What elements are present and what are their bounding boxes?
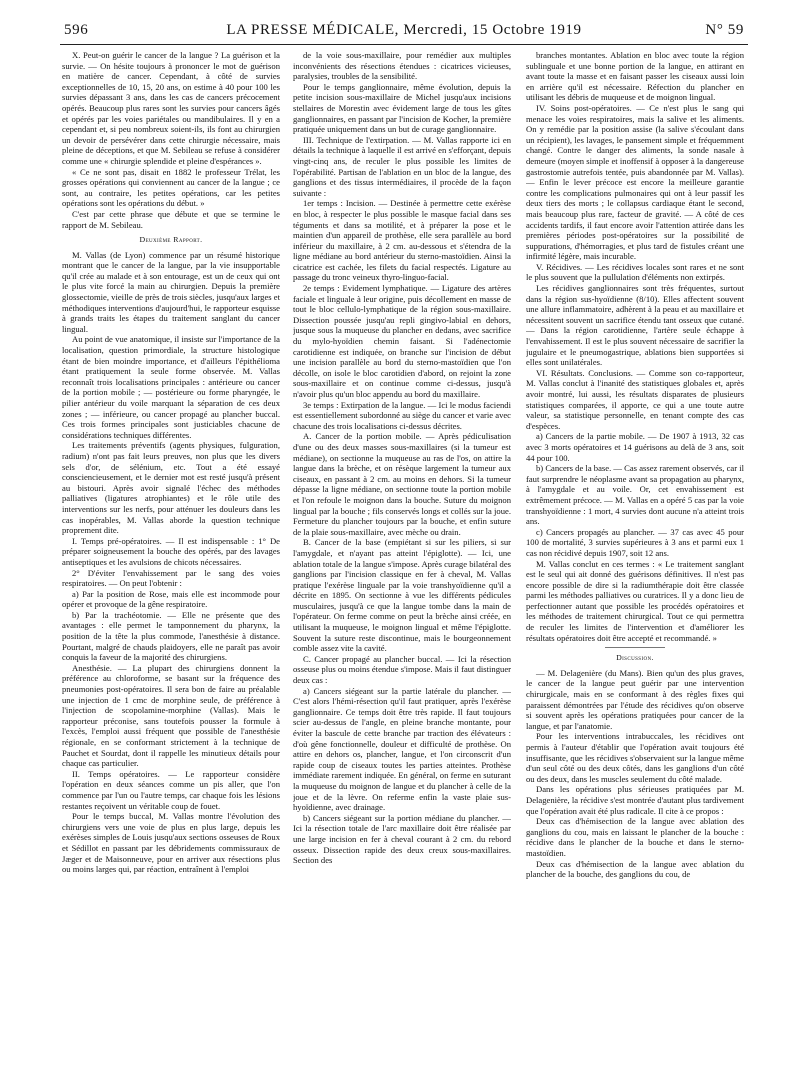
paragraph: a) Cancers de la partie mobile. — De 1907 à 1913, 32 cas avec 3 morts opératoires et 14 guérisons au delà de 3 ans, soit 44 pour 100. [526,431,744,463]
paragraph: B. Cancer de la base (empiétant si sur les piliers, si sur l'amygdale, et n'ayant pas atteint l'épiglotte). — Ici, une ablation totale de la langue s'impose. Après curage bilatéral des ganglions par l'incision classique en fer à cheval, M. Vallas pratique l'exérèse linguale par la voie transhyoïdienne qu'il a décrite en 1895. On sectionne à vue les différents pédicules musculaires, jusqu'à ce que la langue tombe dans la main de l'opérateur. On ferme comme on peut la brèche ainsi créée, en utilisant la muqueuse, le moignon lingual et même l'épiglotte. Souvent la suture reste discontinue, mais le bourgeonnement comble assez vite la cavité. [293,537,511,654]
paragraph: Anesthésie. — La plupart des chirurgiens donnent la préférence au chloroforme, se basant sur la fréquence des pneumonies post-opératoires. Il sera bon de faire au préalable une injection de 1 cmc de morphine seule, de préférence à l'injection de scopolamine-morphine (Vallas). Mais le rapporteur préconise, sans toutefois pousser la formule à l'excès, l'emploi aussi fréquent que possible de l'anesthésie régionale, en se conformant strictement à la technique de Pauchet et Sourdat, dont il rappelle les minutieux détails pour chaque cas particulier. [62,662,280,769]
paragraph: Dans les opérations plus sérieuses pratiquées par M. Delagenière, la récidive s'est montrée d'autant plus tardivement que l'opération avait été plus radicale. Il cite à ce propos : [526,784,744,816]
paragraph: b) Par la trachéotomie. — Elle ne présente que des avantages : elle permet le tamponnement du pharynx, la position de la tête la plus commode, l'anesthésie à distance. Pourtant, malgré de chauds plaidoyers, elle ne paraît pas avoir conquis la faveur de la majorité des chirurgiens. [62,609,280,663]
paragraph: 2° D'éviter l'envahissement par le sang des voies respiratoires. — On peut l'obtenir : [62,567,280,589]
paragraph: Deux cas d'hémisection de la langue avec ablation du plancher de la bouche, des ganglions du cou, de [526,858,744,880]
section-heading: Discussion. [616,653,654,663]
paragraph: IV. Soins post-opératoires. — Ce n'est plus le sang qui menace les voies respiratoires, mais la salive et les aliments. On y remédie par la position assise (la salive s'écoulant dans un récipient), les lavages, le pansement simple et fréquemment changé. Contre le danger des aliments, la sonde nasale à demeure (moyen simple et inoffensif à opposer à la dangereuse gastrostomie autrefois tentée, puis abandonnée par M. Vallas). — Enfin le lever précoce est encore la meilleure garantie contre les complications pulmonaires qui ont à leur passif les deux tiers des morts ; le collapsus cardiaque étant le second, mais beaucoup plus rare, facteur de gravité. — A côté de ces accidents tardifs, il faut encore avoir l'attention attirée dans les premières périodes post-opératoires sur la possibilité de suppurations, d'hémorragies, et plus tard de fistules créant une infirmité légère, mais incurable. [526,102,744,262]
paragraph: b) Cancers de la base. — Cas assez rarement observés, car il faut surprendre le néoplasme avant sa propagation au pharynx, à l'amygdale et au voile. Or, cet envahissement est extrêmement précoce. — M. Vallas en a opéré 5 cas par la voie transhyoïdienne : 1 mort, 4 survies dont aucune n'a atteint trois ans. [526,463,744,527]
paragraph: a) Par la position de Rose, mais elle est incommode pour opérer et provoque de la gêne respiratoire. [62,588,280,610]
paragraph: Pour le temps ganglionnaire, même évolution, depuis la petite incision sous-maxillaire de Michel jusqu'aux incisions stellaires de Morestin avec évidement large de tous les gîtes ganglionnaires, en passant par l'incision de Kocher, la première pratiquée uniquement dans un but de curage ganglionnaire. [293,81,511,135]
paragraph: V. Récidives. — Les récidives locales sont rares et ne sont le plus souvent que la pullulation d'éléments non extirpés. [526,261,744,283]
paragraph: Pour les interventions intrabuccales, les récidives ont permis à l'auteur d'établir que l'opération avait toujours été insuffisante, que les récidives s'observaient sur la langue même d'un seul côté ou des deux côtés, dans les ganglions d'un côté ou des deux, dans les muscles seulement du côté malade. [526,731,744,784]
paragraph: I. Temps pré-opératoires. — Il est indispensable : 1° De préparer soigneusement la bouche des opérés, par des lavages antiseptiques et les avulsions de chicots nécessaires. [62,535,280,567]
paragraph: VI. Résultats. Conclusions. — Comme son co-rapporteur, M. Vallas conclut à l'inanité des statistiques globales et, après avoir montré, lui aussi, les résultats disparates de plusieurs statistiques comparées, il apporte, ce qui a une toute autre valeur, sa statistique personnelle, en tenant compte des cas d'espèces. [526,367,744,431]
paragraph: c) Cancers propagés au plancher. — 37 cas avec 45 pour 100 de mortalité, 3 survies supérieures à 3 ans et parmi eux 1 cas non récidivé depuis 1907, soit 12 ans. [526,526,744,558]
header-rule [60,44,748,45]
paragraph: Pour le temps buccal, M. Vallas montre l'évolution des chirurgiens vers une voie de plus en plus large, depuis les exérèses simples de Louis jusqu'aux sections osseuses de Roux et Sédillot en passant par les débridements commissuraux de Jæger et de Maisonneuve, pour en arriver aux résections plus ou moins larges qui, par réaction, entraînent à l'emploi [62,811,280,875]
paragraph: Deux cas d'hémisection de la langue avec ablation des ganglions du cou, mais en laissant le plancher de la bouche : récidive dans le plancher de la bouche et dans le sterno-mastoïdien. [526,816,744,858]
paragraph: Au point de vue anatomique, il insiste sur l'importance de la localisation, question primordiale, la structure histologique étant de bien moindre importance, et d'ailleurs l'épithélioma étant pratiquement la seule forme observée. M. Vallas reconnaît trois localisations principales : antérieure ou cancer de la portion mobile ; — postérieure ou forme pharyngée, le pilier antérieur du voile marquant la séparation de ces deux zones ; — inférieure, ou cancer propagé au plancher buccal. Ces trois formes principales sont justiciables chacune de considérations techniques différentes. [62,334,280,440]
paragraph: M. Vallas conclut en ces termes : « Le traitement sanglant est le seul qui ait donné des guérisons définitives. Il n'est pas encore possible de dire si la radiumthérapie doit être classée parmi les méthodes palliatives ou curatrices. Il y a donc lieu de perfectionner autant que possible les procédés opératoires et les méthodes de traitement chirurgical. Tout ce qui permettra de reculer les limites de l'intervention et d'améliorer les résultats opératoires doit être accepté et recommandé. » [526,558,744,643]
paragraph: « Ce ne sont pas, disait en 1882 le professeur Trélat, les grosses opérations qui conviennent au cancer de la langue ; ce sont, au contraire, les petites opérations, car les petites opérations sont les opérations du début. » [62,166,280,209]
paragraph: X. Peut-on guérir le cancer de la langue ? La guérison et la survie. — On hésite toujours à prononcer le mot de guérison en matière de cancer. Cependant, à côté de survies exceptionnelles de 10, 15, 20 ans, on estime à 40 pour 100 les survies dépassant 3 ans, dans les cas de cancers précocement opérés. Beaucoup plus rares sont les survies pour cancers âgés et opérés par les voies pariétales ou mandibulaires. Il y en a cependant et, si peu nombreux soient-ils, ils font au chirurgien un devoir de persévérer dans cette chirurgie nécessaire, mais pleine de déceptions, et que M. Sebileau se refuse à considérer comme une « chirurgie splendide et pleine d'espérances ». [62,50,280,166]
paragraph: Les récidives ganglionnaires sont très fréquentes, surtout dans la région sus-hyoïdienne (8/10). Elles affectent souvent une allure inflammatoire, adhèrent à la peau et au maxillaire et nécessitent souvent un sacrifice étendu tant osseux que cutané. — Dans la région carotidienne, l'artère seule échappe à l'envahissement. Il est le plus souvent nécessaire de sacrifier la jugulaire et le pneumogastrique, ablations bien supportées si elles sont unilatérales. [526,283,744,368]
paragraph: A. Cancer de la portion mobile. — Après pédiculisation d'une ou des deux masses sous-maxillaires (si la tumeur est médiane), on sectionne la muqueuse au ras de l'os, on attire la langue dans la brèche, et on résèque largement la tumeur aux ciseaux, en passant à 2 cm. au moins en dehors. Si la tumeur dépasse la ligne médiane, on sectionne toute la portion mobile et l'on refoule le moignon dans la bouche. Suture du moignon lingual par la bouche ; fils conservés longs et collés sur la joue. Fermeture du plancher toujours par la bouche, et enfin suture de la plaie sous-maxillaire, avec mèche ou drain. [293,431,511,537]
paragraph: II. Temps opératoires. — Le rapporteur considère l'opération en deux séances comme un pis aller, que l'on commence par l'un ou l'autre temps, car chaque fois les lésions restantes reçoivent un véritable coup de fouet. [62,768,280,811]
page-number: 596 [64,22,89,38]
section-heading: Deuxième Rapport. [139,235,203,245]
paragraph: 3e temps : Extirpation de la langue. — Ici le modus faciendi est essentiellement subordonné au siège du cancer et varie avec chacune des trois localisations ci-dessus décrites. [293,399,511,431]
paragraph: a) Cancers siégeant sur la partie latérale du plancher. — C'est alors l'hémi-résection qu'il faut pratiquer, après l'exérèse ganglionnaire. Ce temps doit être très rapide. Il faut toujours scier au-dessus de l'angle, en pleine branche montante, pour éviter la bascule de cette branche par traction des élévateurs : d'où gêne fonctionnelle, douleur et difficulté de prothèse. On attire en dehors os, plancher, langue, et l'on circonscrit d'un rapide coup de ciseaux toutes les parties atteintes. Prothèse immédiate rarement indiquée. En général, on ferme en suturant la muqueuse du moignon de langue et du plancher à celle de la joue et de la lèvre. On referme enfin la vaste plaie sus-hyoïdienne, avec drainage. [293,685,511,813]
paragraph: b) Cancers siégeant sur la portion médiane du plancher. — Ici la résection totale de l'arc maxillaire doit être réalisée par une large incision en fer à cheval courant à 2 cm. du rebord osseux. Dissection rapide des deux creux sous-maxillaires. Section des [293,812,511,866]
paragraph: C. Cancer propagé au plancher buccal. — Ici la résection osseuse plus ou moins étendue s'impose. Mais il faut distinguer deux cas : [293,653,511,686]
page-header [64,22,744,42]
paragraph: M. Vallas (de Lyon) commence par un résumé historique montrant que le cancer de la langue, par la vie insupportable qu'il crée au malade et à son entourage, est un de ceux qui ont le plus vite forcé la main au chirurgien. Depuis la première glossectomie, vieille de près de trois siècles, jusqu'aux larges et méthodiques interventions d'aujourd'hui, le rapporteur esquisse à grands traits les étapes du traitement sanglant du cancer lingual. [62,249,280,334]
paragraph: — M. Delagenière (du Mans). Bien qu'un des plus graves, le cancer de la langue peut guérir par une intervention chirurgicale, mais en se conformant à des règles fixes qui paraissent démontrées par l'étude des récidives qu'on observe si souvent après les opérations pratiquées pour cancer de la langue, et par l'anatomie. [526,667,744,731]
paragraph: 2e temps : Evidement lymphatique. — Ligature des artères faciale et linguale à leur origine, puis décollement en masse de tout le bloc cellulo-lymphatique de la région sous-maxillaire. Dissection poussée jusqu'au repli gingivo-labial en dehors, jusque sous la muqueuse du plancher en dedans, avec sacrifice du mylo-hyoïdien chemin faisant. Si l'adénectomie carotidienne est indiquée, on branche sur l'incision de début une incision parallèle au bord du sterno-mastoïdien que l'on décolle, on isole le bloc carotidien d'abord, on rejoint la zone sous-maxillaire et on continue comme ci-dessus, jusqu'à n'avoir plus qu'un bloc appendu au bord du maxillaire. [293,283,511,399]
column-middle [293,50,511,1070]
paragraph: branches montantes. Ablation en bloc avec toute la région sublinguale et une bonne portion de la langue, en attirant en avant toute la masse et en faisant passer les ciseaux aussi loin en arrière qu'il est nécessaire. Réfection du plancher en utilisant les débris de muqueuse et de moignon lingual. [526,50,744,103]
paragraph: de la voie sous-maxillaire, pour remédier aux multiples inconvénients des résections étendues : cicatrices vicieuses, paralysies, troubles de la sensibilité. [293,50,511,82]
column-left [62,50,280,1070]
column-right [526,50,744,1070]
paragraph: III. Technique de l'extirpation. — M. Vallas rapporte ici en détails la technique à laquelle il est arrivé en s'efforçant, depuis vingt-cinq ans, de reculer le plus possible les limites de l'opérabilité. Partisan de l'ablation en un bloc de la langue, des ganglions et des tissus intermédiaires, il procède de la façon suivante : [293,134,511,198]
issue-number: N° 59 [705,22,744,38]
journal-title: LA PRESSE MÉDICALE, Mercredi, 15 Octobre 1919 [226,22,582,38]
divider [605,647,665,648]
paragraph: 1er temps : Incision. — Destinée à permettre cette exérèse en bloc, à respecter le plus possible le masque facial dans ses téguments et dans sa motilité, et à préparer la pose et le maintien d'un appareil de prothèse, elle sera parallèle au bord inférieur du maxillaire, à 2 cm. au-dessous et s'étendra de la ligne médiane au bord antérieur du sterno-mastoïdien. Ainsi la cicatrice est cachée, les filets du facial respectés. Ligature au passage du tronc veineux thyro-linguo-facial. [293,198,511,283]
paragraph: C'est par cette phrase que débute et que se termine le rapport de M. Sebileau. [62,208,280,230]
paragraph: Les traitements préventifs (agents physiques, fulguration, radium) n'ont pas fait leurs preuves, non plus que les divers sels d'or, de sélénium, etc. Tout a été essayé consciencieusement, et le dernier mot est resté jusqu'à présent au bistouri. Après avoir signalé l'échec des méthodes palliatives (ligatures atrophiantes) et le rôle utile des interventions sur les nerfs, pour atténuer les douleurs dans les cas inopérables, M. Vallas aborde la question technique proprement dite. [62,440,280,536]
